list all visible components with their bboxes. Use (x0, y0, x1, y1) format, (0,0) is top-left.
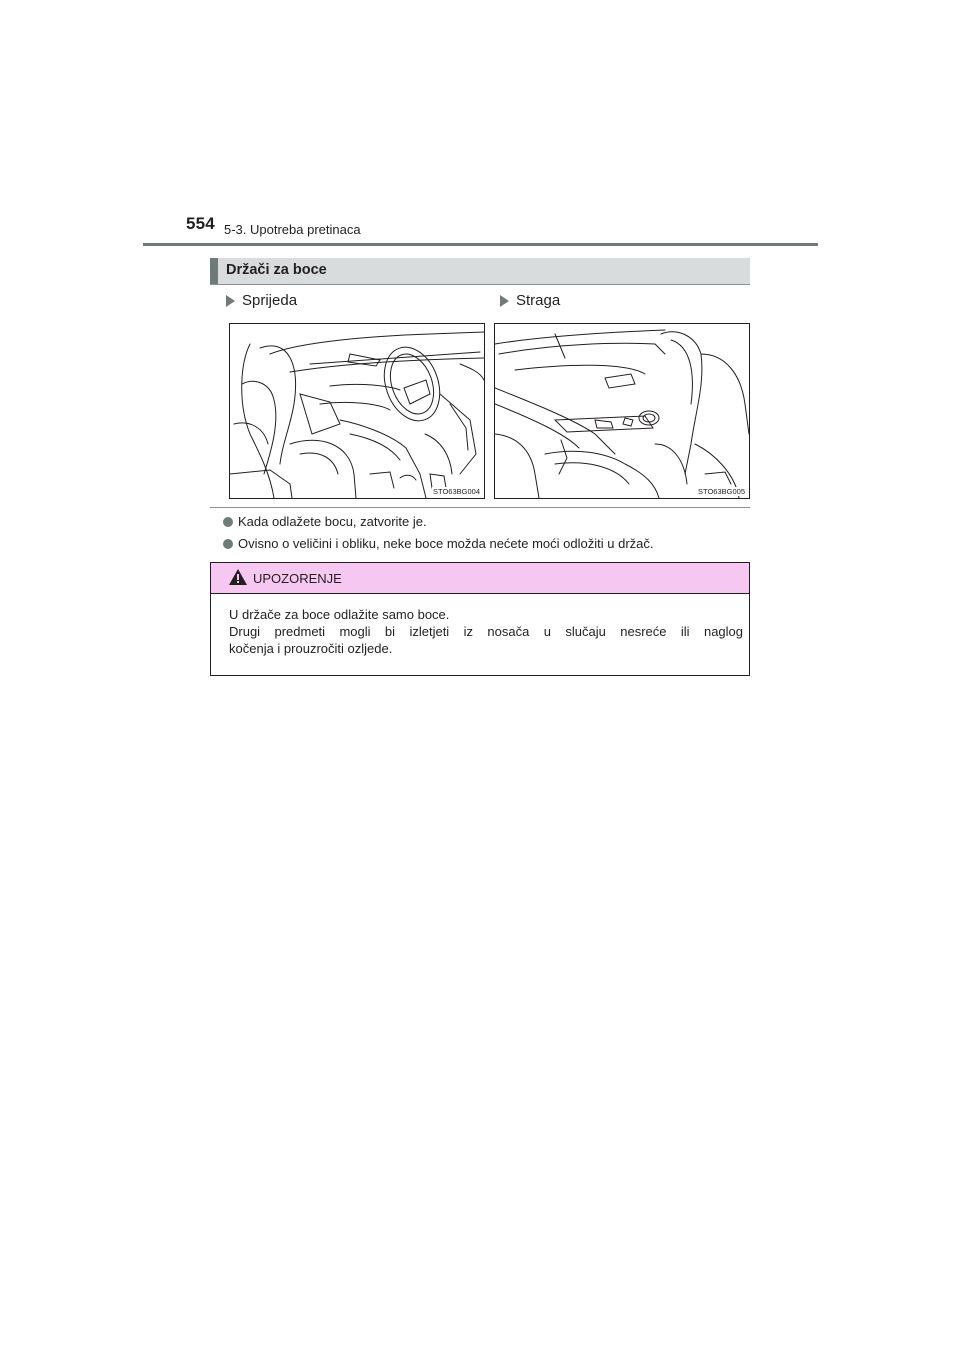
bullet-dot-icon (223, 517, 233, 527)
section-accent (210, 258, 218, 284)
warning-label: UPOZORENJE (253, 571, 342, 586)
warning-text-line: Drugi predmeti mogli bi izletjeti iz nosača u slučaju nesreće ili naglog (229, 624, 743, 639)
bullet-dot-icon (223, 539, 233, 549)
front-interior-figure (229, 323, 485, 499)
bullet-text: Ovisno o veličini i obliku, neke boce možda nećete moći odložiti u držač. (238, 536, 654, 551)
triangle-bullet-icon (500, 295, 509, 307)
bullet-item (223, 536, 654, 551)
header-divider (143, 243, 818, 246)
rear-interior-illustration (495, 324, 749, 498)
figure-code: STO63BG004 (433, 487, 480, 496)
figure-code: STO63BG005 (698, 487, 745, 496)
warning-text-line: kočenja i prouzročiti ozljede. (229, 641, 393, 656)
rear-interior-figure (494, 323, 750, 499)
figure-label-text: Straga (516, 292, 561, 309)
figure-label-rear (500, 292, 560, 309)
triangle-bullet-icon (226, 295, 235, 307)
warning-triangle-icon (228, 568, 248, 586)
warning-box (210, 562, 750, 676)
figures-divider (210, 507, 750, 508)
bullet-item (223, 514, 427, 529)
figure-label-text: Sprijeda (242, 292, 298, 309)
front-interior-illustration (230, 324, 484, 498)
page-number: 554 (186, 214, 215, 233)
warning-text-line: U držače za boce odlažite samo boce. (229, 607, 450, 622)
bullet-text: Kada odlažete bocu, zatvorite je. (238, 514, 427, 529)
warning-header (211, 563, 749, 594)
chapter-title: 5-3. Upotreba pretinaca (224, 222, 361, 237)
warning-body (229, 606, 743, 657)
section-heading (210, 258, 750, 285)
figure-label-front (226, 292, 297, 309)
section-title: Držači za boce (226, 262, 327, 278)
